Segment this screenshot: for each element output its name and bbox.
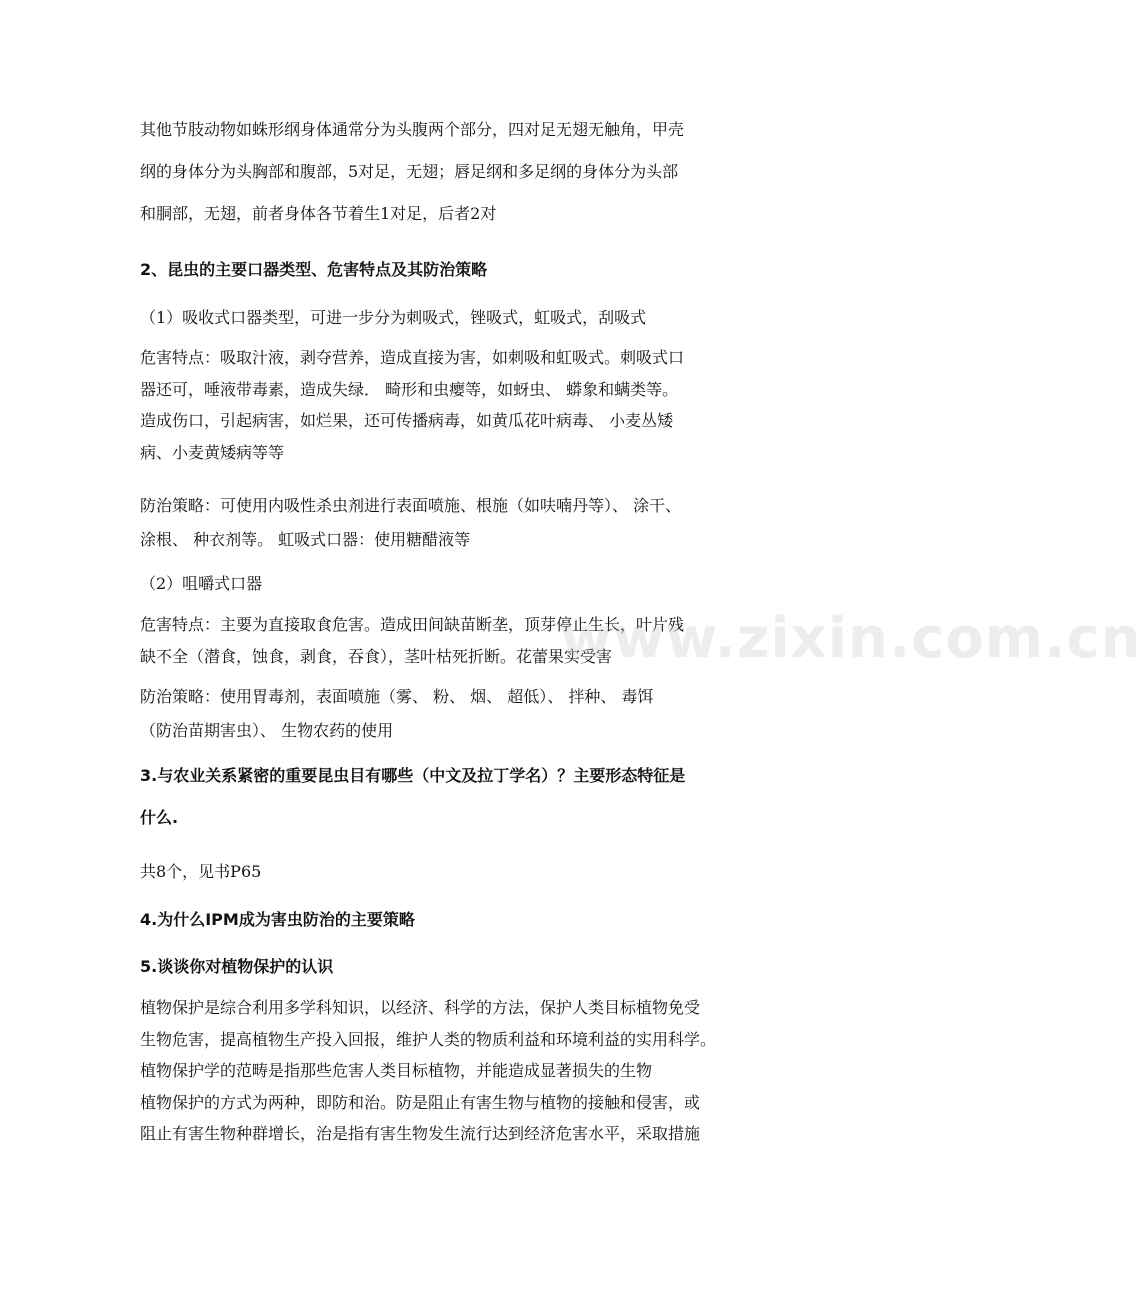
text-line: 防治策略：可使用内吸性杀虫剂进行表面喷施、根施（如呋喃丹等）、 涂干、 [140, 496, 682, 515]
text-line: （防治苗期害虫）、 生物农药的使用 [140, 721, 394, 740]
text-line: 其他节肢动物如蛛形纲身体通常分为头腹两个部分，四对足无翅无触角，甲壳 [140, 120, 685, 139]
text-line: 危害特点：吸取汁液，剥夺营养，造成直接为害，如刺吸和虹吸式。刺吸式口 [140, 348, 685, 367]
text-line: 造成伤口，引起病害，如烂果，还可传播病毒，如黄瓜花叶病毒、 小麦丛矮 [140, 411, 674, 430]
control-paragraph-1 [140, 489, 785, 557]
text-line: 植物保护是综合利用多学科知识，以经济、科学的方法，保护人类目标植物免受 [140, 998, 701, 1017]
text-line: 3.与农业关系紧密的重要昆虫目有哪些（中文及拉丁学名）？主要形态特征是 [140, 766, 686, 785]
text-line: 和胴部，无翅，前者身体各节着生1对足，后者2对 [140, 204, 497, 223]
answer-3: 共8个，见书P65 [140, 862, 262, 881]
subheading-2: （2）咀嚼式口器 [140, 574, 263, 593]
text-line: 器还可，唾液带毒素，造成失绿． 畸形和虫瘿等，如蚜虫、 蟒象和螨类等。 [140, 379, 679, 399]
watermark-text: www.zixin.com.cn [560, 606, 1142, 671]
section-heading-3 [140, 755, 785, 839]
text-line: 病、小麦黄矮病等等 [140, 442, 285, 462]
section-heading-5: 5.谈谈你对植物保护的认识 [140, 957, 334, 976]
section-heading-4: 4.为什么IPM成为害虫防治的主要策略 [140, 910, 415, 929]
text-line: 缺不全（潜食，蚀食，剥食，吞食），茎叶枯死折断。花蕾果实受害 [140, 646, 613, 666]
section-heading-2: 2、昆虫的主要口器类型、危害特点及其防治策略 [140, 260, 488, 279]
plant-protection-paragraph [140, 992, 785, 1150]
text-line: 危害特点：主要为直接取食危害。造成田间缺苗断垄，顶芽停止生长，叶片残 [140, 615, 685, 634]
text-line: 植物保护的方式为两种，即防和治。防是阻止有害生物与植物的接触和侵害，或 [140, 1092, 701, 1112]
text-line: 生物危害，提高植物生产投入回报，维护人类的物质利益和环境利益的实用科学。 [140, 1029, 717, 1049]
text-line: 植物保护学的范畴是指那些危害人类目标植物，并能造成显著损失的生物 [140, 1061, 653, 1080]
text-line: 阻止有害生物种群增长，治是指有害生物发生流行达到经济危害水平，采取措施 [140, 1124, 701, 1143]
control-paragraph-2 [140, 680, 785, 748]
intro-paragraph [140, 109, 785, 235]
subheading-1: （1）吸收式口器类型，可进一步分为刺吸式，锉吸式，虹吸式，刮吸式 [140, 308, 647, 327]
text-line: 涂根、 种衣剂等。 虹吸式口器：使用糖醋液等 [140, 530, 471, 549]
harm-paragraph-2 [140, 609, 785, 672]
text-line: 防治策略：使用胃毒剂，表面喷施（雾、 粉、 烟、 超低）、 拌种、 毒饵 [140, 687, 654, 706]
text-line: 什么. [140, 808, 179, 827]
text-line: 纲的身体分为头胸部和腹部，5对足，无翅；唇足纲和多足纲的身体分为头部 [140, 162, 679, 181]
harm-paragraph-1 [140, 342, 785, 468]
